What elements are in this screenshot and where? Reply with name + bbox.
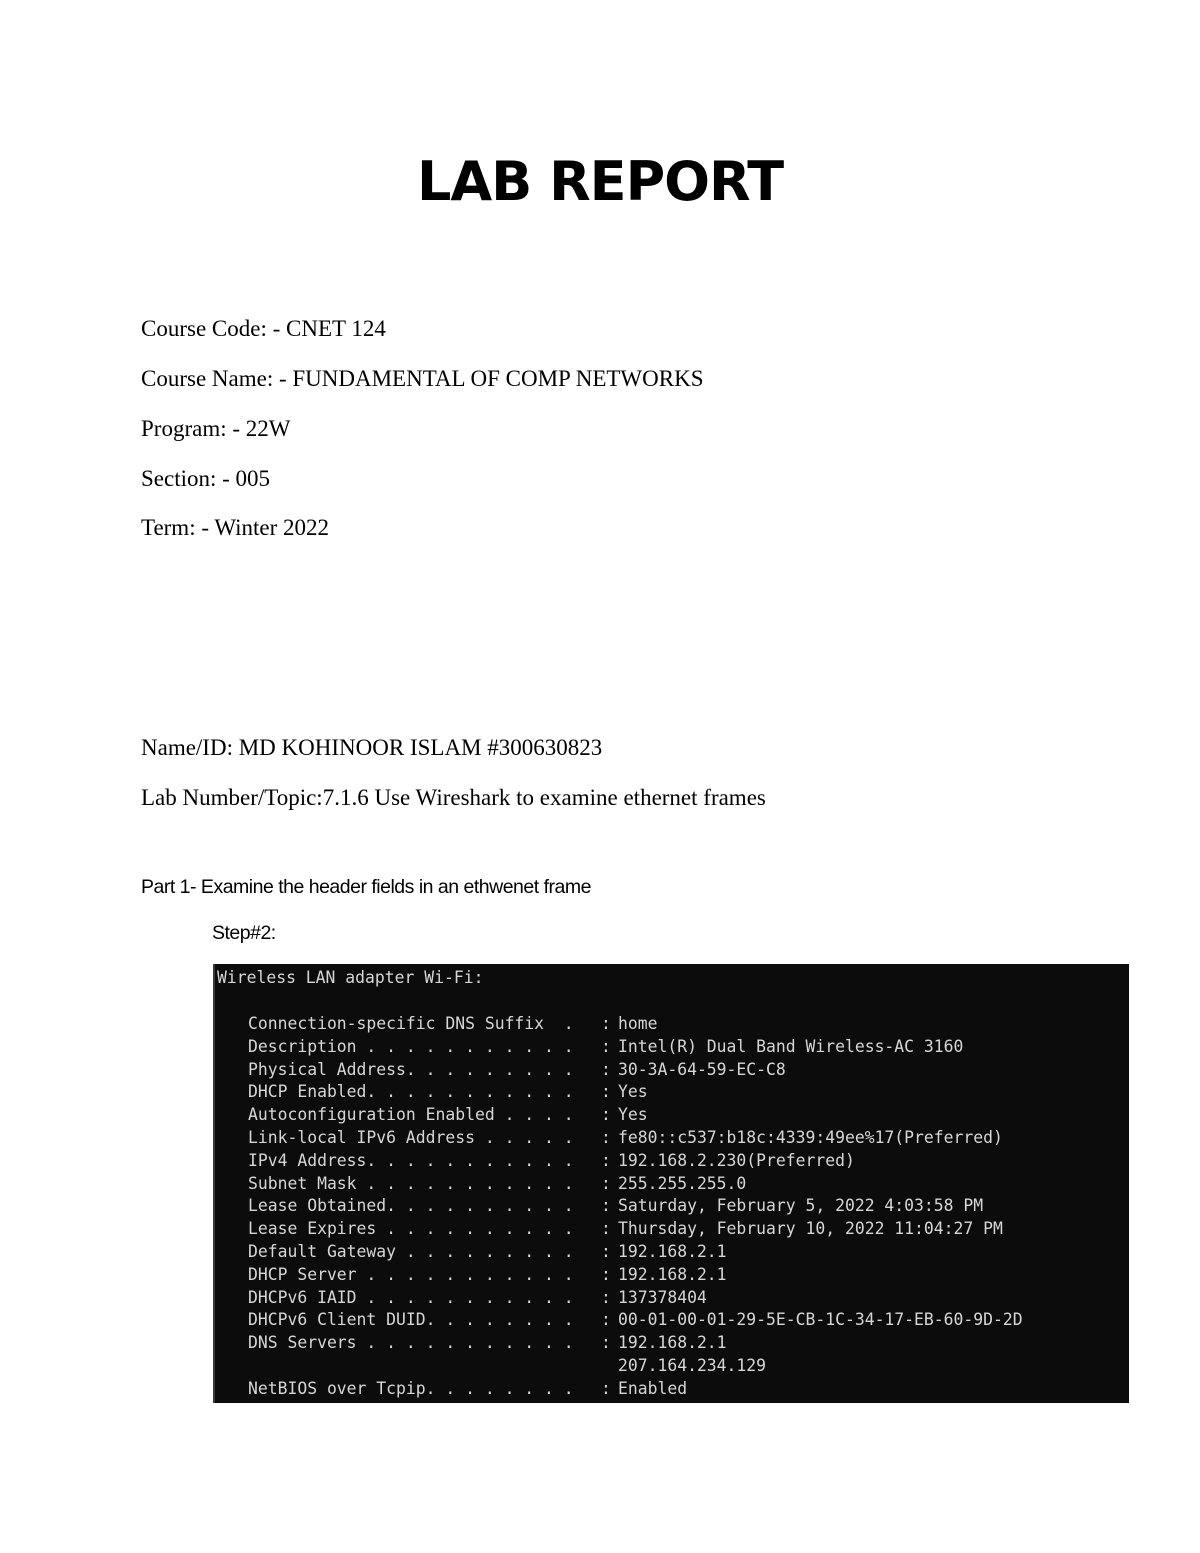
terminal-row: [248, 1127, 1023, 1150]
terminal-header: Wireless LAN adapter Wi-Fi:: [217, 968, 484, 987]
terminal-row-value: 137378404: [618, 1287, 707, 1307]
terminal-row-separator: :: [601, 1310, 611, 1330]
terminal-row-value: 255.255.255.0: [618, 1173, 747, 1193]
course-code-line: [141, 316, 386, 342]
terminal-row-value: Enabled: [618, 1378, 688, 1398]
term-line: [141, 515, 329, 541]
terminal-row: [248, 1173, 1023, 1196]
terminal-row-value: Yes: [618, 1082, 648, 1102]
terminal-row-separator: :: [601, 1082, 611, 1102]
terminal-row-key: DHCP Enabled. . . . . . . . . . .: [248, 1082, 574, 1102]
student-name-value: MD KOHINOOR ISLAM #300630823: [238, 735, 603, 760]
terminal-row-value: home: [618, 1014, 658, 1033]
terminal-rows: [248, 1013, 1023, 1401]
terminal-row: [248, 1241, 1023, 1264]
terminal-row-value: fe80::c537:b18c:4339:49ee%17(Preferred): [618, 1127, 1003, 1147]
terminal-row-value: 192.168.2.1: [618, 1333, 727, 1353]
terminal-row-key: Autoconfiguration Enabled . . . .: [248, 1105, 574, 1125]
terminal-row-key: Default Gateway . . . . . . . . .: [248, 1241, 574, 1261]
student-name-label: Name/ID:: [141, 735, 233, 760]
terminal-row-key: DHCP Server . . . . . . . . . . .: [248, 1264, 574, 1284]
terminal-row-separator: :: [601, 1241, 611, 1261]
terminal-row-separator: :: [601, 1173, 611, 1193]
report-title: LAB REPORT: [416, 150, 784, 213]
program-line: [141, 416, 290, 442]
terminal-row-separator: :: [601, 1287, 611, 1307]
terminal-row-value: Thursday, February 10, 2022 11:04:27 PM: [618, 1219, 1003, 1239]
course-code-label: Course Code:: [141, 316, 267, 341]
term-value: - Winter 2022: [201, 515, 330, 540]
terminal-row-key: Lease Expires . . . . . . . . . .: [248, 1219, 574, 1239]
program-label: Program:: [141, 416, 227, 441]
terminal-row-value: 00-01-00-01-29-5E-CB-1C-34-17-EB-60-9D-2D: [618, 1310, 1023, 1330]
program-value: - 22W: [232, 416, 291, 441]
lab-topic-line: [141, 785, 766, 811]
lab-topic-value: 7.1.6 Use Wireshark to examine ethernet frames: [322, 785, 766, 810]
terminal-row-key: [248, 1355, 601, 1378]
terminal-row: [248, 1150, 1023, 1173]
course-code-value: - CNET 124: [272, 316, 386, 341]
terminal-row-value: Saturday, February 5, 2022 4:03:58 PM: [618, 1196, 984, 1216]
terminal-row-key: DNS Servers . . . . . . . . . . .: [248, 1333, 574, 1353]
terminal-row-separator: :: [601, 1105, 611, 1125]
terminal-row-key: DHCPv6 IAID . . . . . . . . . . .: [248, 1287, 574, 1307]
terminal-row-value: Yes: [618, 1105, 648, 1125]
course-name-label: Course Name:: [141, 366, 274, 391]
terminal-row: [248, 1081, 1023, 1104]
terminal-row: [248, 1309, 1023, 1332]
step-label: Step#2:: [212, 922, 276, 944]
terminal-row-key: Physical Address. . . . . . . . .: [248, 1059, 574, 1079]
terminal-row-value: 192.168.2.230(Preferred): [618, 1150, 855, 1170]
course-name-line: [141, 366, 704, 392]
terminal-row: [248, 1104, 1023, 1127]
terminal-row: [248, 1355, 1023, 1378]
terminal-row: [248, 1036, 1023, 1059]
terminal-row-separator: :: [601, 1264, 611, 1284]
terminal-row-separator: :: [601, 1127, 611, 1147]
section-label: Section:: [141, 466, 217, 491]
terminal-row-separator: :: [601, 1014, 611, 1033]
terminal-row: [248, 1195, 1023, 1218]
terminal-row: [248, 1332, 1023, 1355]
terminal-row-key: Subnet Mask . . . . . . . . . . .: [248, 1173, 574, 1193]
terminal-row: [248, 1013, 1023, 1036]
terminal-row-key: DHCPv6 Client DUID. . . . . . . .: [248, 1310, 574, 1330]
terminal-row-separator: :: [601, 1196, 611, 1216]
section-value: - 005: [222, 466, 271, 491]
terminal-row-value: 30-3A-64-59-EC-C8: [618, 1059, 786, 1079]
terminal-row-separator: :: [601, 1036, 611, 1056]
terminal-row-separator: :: [601, 1059, 611, 1079]
terminal-row: [248, 1218, 1023, 1241]
course-name-value: - FUNDAMENTAL OF COMP NETWORKS: [278, 366, 704, 391]
terminal-row-key: NetBIOS over Tcpip. . . . . . . .: [248, 1378, 574, 1398]
terminal-row-separator: :: [601, 1150, 611, 1170]
terminal-row-key: Link-local IPv6 Address . . . . .: [248, 1127, 574, 1147]
terminal-row: [248, 1378, 1023, 1401]
terminal-row-key: IPv4 Address. . . . . . . . . . .: [248, 1150, 574, 1170]
student-name-line: [141, 735, 602, 761]
terminal-row-separator: :: [601, 1219, 611, 1239]
section-line: [141, 466, 270, 492]
part-heading: Part 1- Examine the header fields in an ethwenet frame: [141, 876, 591, 898]
terminal-row-separator: :: [601, 1333, 611, 1353]
term-label: Term:: [141, 515, 196, 540]
terminal-row: [248, 1287, 1023, 1310]
terminal-row-value: Intel(R) Dual Band Wireless-AC 3160: [618, 1036, 964, 1056]
terminal-row: [248, 1059, 1023, 1082]
terminal-row-value: 192.168.2.1: [618, 1264, 727, 1284]
lab-topic-label: Lab Number/Topic:: [141, 785, 323, 810]
terminal-row-value: 192.168.2.1: [618, 1241, 727, 1261]
terminal-row-separator: [601, 1355, 618, 1378]
terminal-row-separator: :: [601, 1378, 611, 1398]
terminal-row-value: 207.164.234.129: [618, 1355, 767, 1375]
terminal-row-key: Connection-specific DNS Suffix .: [248, 1014, 574, 1033]
ipconfig-screenshot: [213, 964, 1129, 1403]
terminal-row-key: Lease Obtained. . . . . . . . . .: [248, 1196, 574, 1216]
terminal-row-key: Description . . . . . . . . . . .: [248, 1036, 574, 1056]
terminal-row: [248, 1264, 1023, 1287]
